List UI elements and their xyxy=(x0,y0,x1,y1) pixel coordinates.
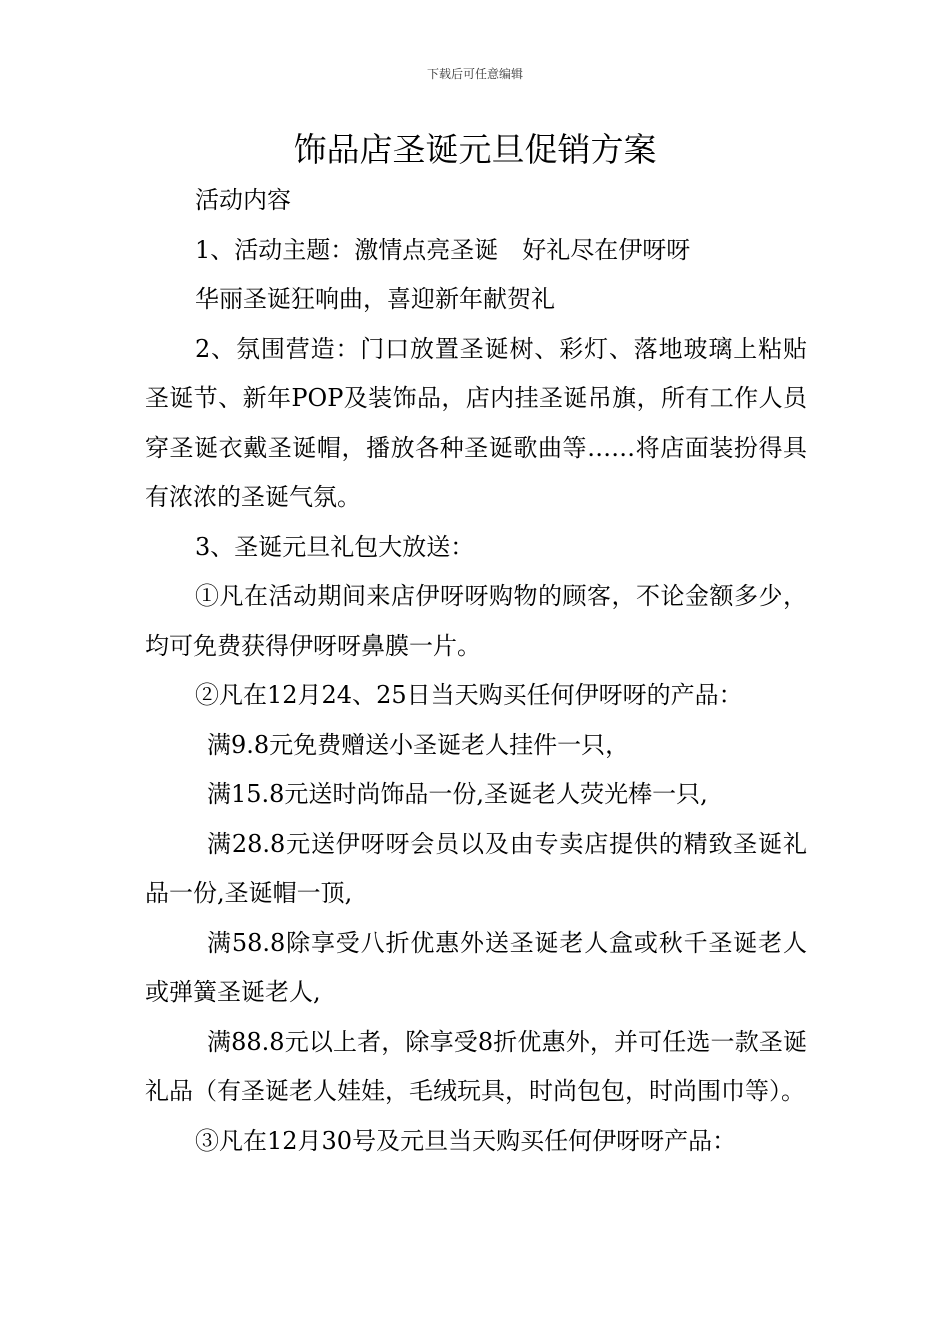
paragraph-slogan: 华丽圣诞狂响曲，喜迎新年献贺礼 xyxy=(195,285,555,313)
paragraph-tier-88-8: 满88.8元以上者，除享受8折优惠外，并可任选一款圣诞礼品（有圣诞老人娃娃，毛绒玩具，时尚包包，时尚围巾等）。 xyxy=(145,1027,807,1105)
paragraph-activity-theme: 1、活动主题：激情点亮圣诞 好礼尽在伊呀呀 xyxy=(195,235,691,264)
document-body xyxy=(145,176,807,1166)
paragraph-tier-9-8: 满9.8元免费赠送小圣诞老人挂件一只， xyxy=(207,730,630,759)
paragraph-offer-2: ②凡在12月24、25日当天购买任何伊呀呀的产品： xyxy=(195,681,743,709)
paragraph-tier-15-8: 满15.8元送时尚饰品一份,圣诞老人荧光棒一只, xyxy=(207,780,708,808)
paragraph-tier-58-8: 满58.8除享受八折优惠外送圣诞老人盒或秋千圣诞老人或弹簧圣诞老人, xyxy=(145,928,807,1006)
paragraph-activity-content: 活动内容 xyxy=(195,186,291,214)
paragraph-offer-1: ①凡在活动期间来店伊呀呀购物的顾客，不论金额多少，均可免费获得伊呀呀鼻膜一片。 xyxy=(145,582,807,660)
header-note: 下载后可任意编辑 xyxy=(426,67,523,81)
paragraph-offer-3: ③凡在12月30号及元旦当天购买任何伊呀呀产品： xyxy=(195,1126,737,1155)
paragraph-tier-28-8: 满28.8元送伊呀呀会员以及由专卖店提供的精致圣诞礼品一份,圣诞帽一顶, xyxy=(145,829,807,907)
paragraph-gift-package: 3、圣诞元旦礼包大放送： xyxy=(195,532,475,561)
document-title: 饰品店圣诞元旦促销方案 xyxy=(293,130,657,169)
paragraph-atmosphere: 2、氛围营造：门口放置圣诞树、彩灯、落地玻璃上粘贴圣诞节、新年POP及装饰品，店内挂圣诞吊旗，所有工作人员穿圣诞衣戴圣诞帽，播放各种圣诞歌曲等……将店面装扮得具有浓浓的圣诞气氛。 xyxy=(145,334,807,511)
